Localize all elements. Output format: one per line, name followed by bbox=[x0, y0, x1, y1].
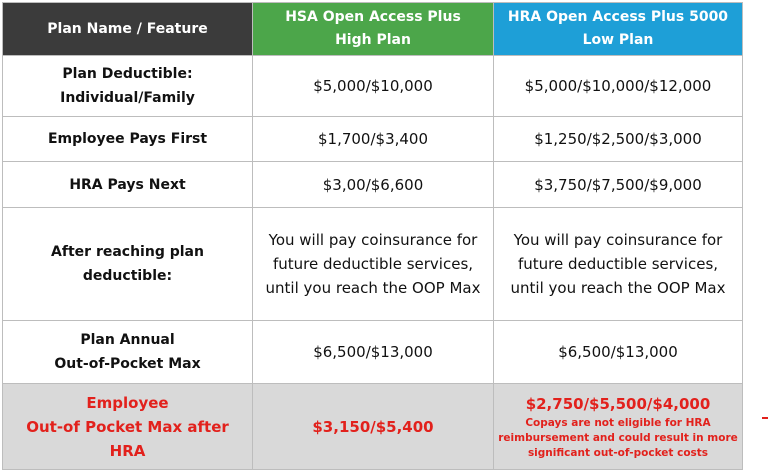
table-row-oop-after-hra bbox=[3, 384, 743, 470]
value-line: future deductible services, bbox=[517, 255, 719, 273]
hsa-value-cell: $3,150/$5,400 bbox=[253, 384, 494, 470]
red-dash-mark bbox=[762, 417, 768, 419]
table-row-hra-pays-next bbox=[3, 162, 743, 208]
hra-value-cell: $1,250/$2,500/$3,000 bbox=[494, 117, 743, 162]
feature-line: Individual/Family bbox=[60, 90, 195, 106]
header-hra-line2: Low Plan bbox=[582, 32, 654, 48]
hsa-value-cell: $3,00/$6,600 bbox=[253, 162, 494, 208]
header-hsa-line2: High Plan bbox=[335, 32, 411, 48]
hra-note-line: Copays are not eligible for HRA bbox=[525, 417, 711, 429]
feature-cell: Employee Pays First bbox=[3, 117, 253, 162]
value-line: You will pay coinsurance for bbox=[268, 231, 478, 249]
header-hra-line1: HRA Open Access Plus 5000 bbox=[507, 9, 729, 25]
table-row-oop-max bbox=[3, 321, 743, 384]
table-header-row bbox=[3, 3, 743, 56]
table-row-after-deductible bbox=[3, 208, 743, 321]
table-row-employee-pays-first bbox=[3, 117, 743, 162]
hra-note-line: significant out-of-pocket costs bbox=[527, 447, 709, 459]
hra-value-cell: $5,000/$10,000/$12,000 bbox=[494, 56, 743, 117]
feature-cell: HRA Pays Next bbox=[3, 162, 253, 208]
feature-line: Out-of Pocket Max after HRA bbox=[26, 417, 229, 460]
value-line: future deductible services, bbox=[272, 255, 474, 273]
feature-line: deductible: bbox=[82, 268, 173, 284]
header-hsa-line1: HSA Open Access Plus bbox=[285, 9, 461, 25]
hra-oop-value: $2,750/$5,500/$4,000 bbox=[525, 395, 711, 413]
value-line: You will pay coinsurance for bbox=[513, 231, 723, 249]
header-hsa-plan bbox=[253, 3, 494, 56]
hra-note-line: reimbursement and could result in more bbox=[498, 432, 738, 444]
hra-value-cell bbox=[494, 208, 743, 321]
hra-value-cell bbox=[494, 384, 743, 470]
feature-cell bbox=[3, 384, 253, 470]
value-line: until you reach the OOP Max bbox=[265, 279, 481, 297]
hsa-value-cell: $1,700/$3,400 bbox=[253, 117, 494, 162]
hra-value-cell: $6,500/$13,000 bbox=[494, 321, 743, 384]
feature-cell bbox=[3, 56, 253, 117]
hra-value-cell: $3,750/$7,500/$9,000 bbox=[494, 162, 743, 208]
table-row-deductible bbox=[3, 56, 743, 117]
plan-comparison-table bbox=[2, 2, 743, 470]
feature-line: Plan Annual bbox=[80, 332, 175, 348]
feature-line: Out-of-Pocket Max bbox=[54, 356, 201, 372]
hsa-value-cell: $6,500/$13,000 bbox=[253, 321, 494, 384]
feature-line: After reaching plan bbox=[51, 244, 204, 260]
feature-cell bbox=[3, 208, 253, 321]
hsa-value-cell: $5,000/$10,000 bbox=[253, 56, 494, 117]
feature-line: Plan Deductible: bbox=[62, 66, 193, 82]
header-hra-plan bbox=[494, 3, 743, 56]
hsa-value-cell bbox=[253, 208, 494, 321]
feature-line: Employee bbox=[86, 393, 169, 412]
header-plan-feature: Plan Name / Feature bbox=[3, 3, 253, 56]
feature-cell bbox=[3, 321, 253, 384]
value-line: until you reach the OOP Max bbox=[510, 279, 726, 297]
